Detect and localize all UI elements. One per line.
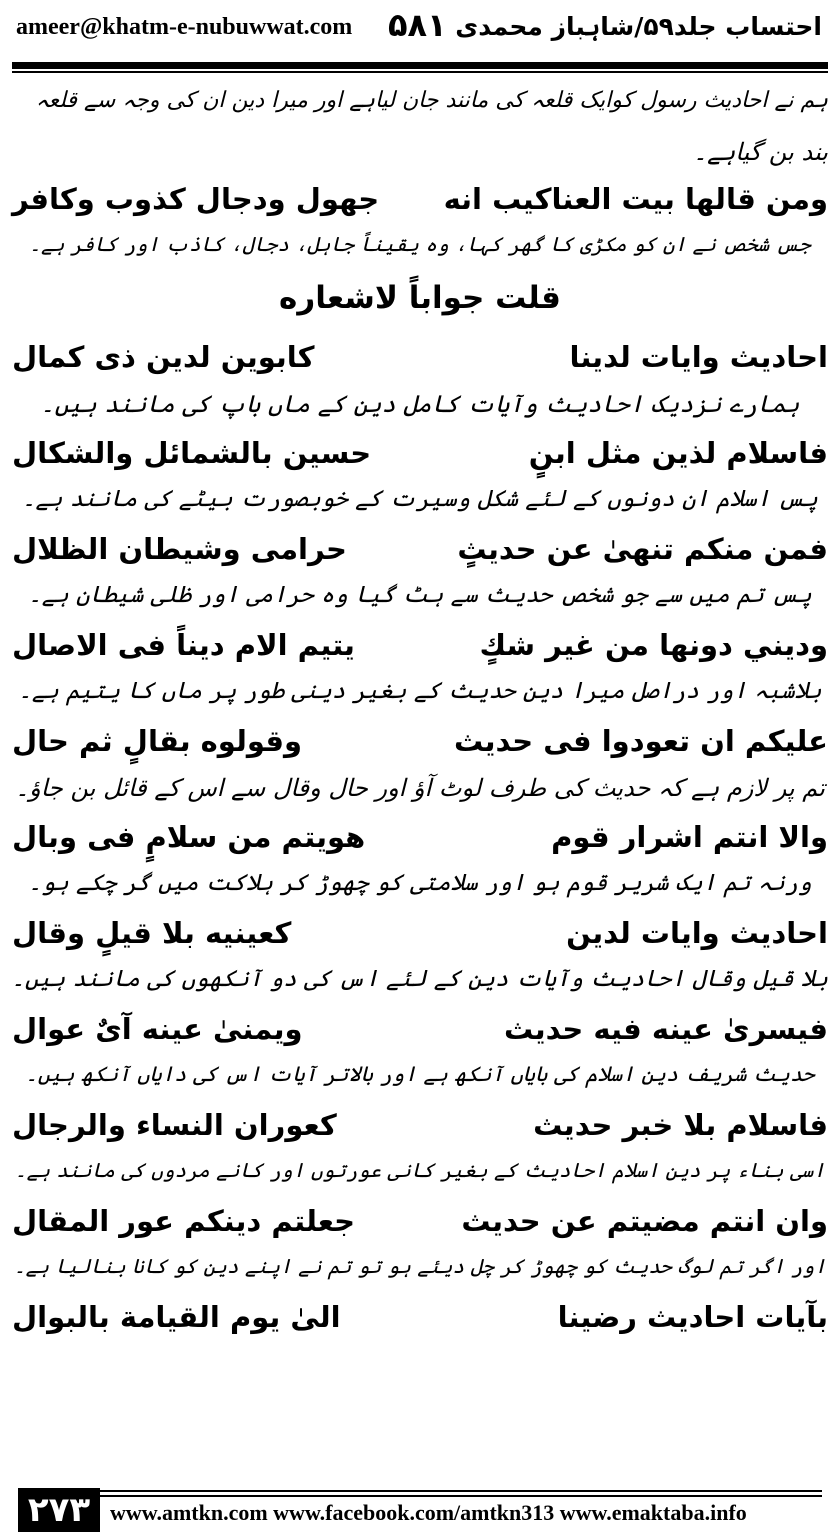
translation-line: پس اسلام ان دونوں کے لئے شکل وسیرت کے خوبصورت بیٹے کی مانند ہے۔	[22, 486, 818, 512]
footer-urls: www.amtkn.com www.facebook.com/amtkn313 www.emaktaba.info	[110, 1500, 747, 1525]
verse-line	[12, 1204, 828, 1244]
verse-line	[12, 1300, 828, 1340]
verse-hemistich-first: بآيات احاديث رضينا	[557, 1300, 828, 1334]
section-heading: قلت جواباً لاشعاره	[279, 280, 561, 316]
verse-hemistich-first: احاديث وايات لدينا	[569, 340, 828, 374]
verse-line	[12, 436, 828, 476]
verse-hemistich-second: حسين بالشمائل والشكال	[12, 436, 372, 470]
verse-hemistich-second: كعينيه بلا قيلٍ وقال	[12, 916, 292, 950]
footer-page-number: ۲۷۳	[18, 1488, 100, 1532]
translation-line: بلا قیل وقال احادیث وآیات دین کے لئے اس کی دو آنکھوں کی مانند ہیں۔	[11, 966, 828, 992]
verse-hemistich-second: كعوران النساء والرجال	[12, 1108, 337, 1142]
verse-hemistich-first: فيسرىٰ عينه فيه حديث	[504, 1012, 828, 1046]
verse-hemistich-first: ومن قالها بيت العناكيب انه	[443, 182, 828, 216]
verse-hemistich-first: وديني دونها من غير شكٍ	[479, 628, 828, 662]
header-book-page-number: ۵۸۱	[388, 6, 447, 44]
verse-hemistich-second: هويتم من سلامٍ فى وبال	[12, 820, 366, 854]
translation-line: پس تم میں سے جو شخص حدیث سے ہٹ گیا وہ حرامی اور ظلی شیطان ہے۔	[28, 582, 812, 608]
verse-hemistich-second: الىٰ يوم القيامة بالبوال	[12, 1300, 341, 1334]
footer-rule	[100, 1495, 822, 1497]
header-rule-thick	[12, 62, 828, 69]
prose-line: ہم نے احادیث رسول کوایک قلعہ کی مانند جان لیاہے اور میرا دین ان کی وجہ سے قلعہ	[35, 88, 828, 113]
page-header	[0, 0, 840, 62]
prose-line: بند بن گیاہے۔	[693, 138, 828, 166]
verse-line	[12, 820, 828, 860]
header-email: ameer@khatm-e-nubuwwat.com	[16, 14, 353, 40]
verse-line	[12, 182, 828, 222]
translation-line: اسی بناء پر دین اسلام احادیث کے بغیر کانی عورتوں اور کانے مردوں کی مانند ہے۔	[14, 1158, 826, 1182]
verse-hemistich-second: كابوين لدين ذى كمال	[12, 340, 315, 374]
page-footer	[0, 1478, 840, 1540]
verse-hemistich-first: وان انتم مضيتم عن حديث	[461, 1204, 828, 1238]
verse-hemistich-first: احاديث وايات لدين	[566, 916, 828, 950]
header-title: احتساب جلد۵۹/شاہباز محمدی	[455, 12, 822, 41]
verse-line	[12, 1012, 828, 1052]
verse-hemistich-first: والا انتم اشرار قوم	[551, 820, 828, 854]
verse-hemistich-first: فاسلام بلا خبر حديث	[533, 1108, 828, 1142]
verse-line	[12, 628, 828, 668]
verse-hemistich-second: حرامى وشيطان الظلال	[12, 532, 347, 566]
footer-rule	[100, 1490, 822, 1492]
verse-hemistich-second: يتيم الام ديناً فى الاصال	[12, 628, 355, 662]
translation-line: تم پر لازم ہے کہ حدیث کی طرف لوٹ آؤ اور حال وقال سے اس کے قائل بن جاؤ۔	[15, 774, 825, 802]
verse-hemistich-second: جعلتم دينكم عور المقال	[12, 1204, 356, 1238]
verse-line	[12, 532, 828, 572]
translation-line: جس شخص نے ان کو مکڑی کا گھر کہا، وہ یقیناً جاہل، دجال، کاذب اور کافر ہے۔	[29, 232, 811, 256]
verse-hemistich-first: فمن منكم تنهىٰ عن حديثٍ	[457, 532, 828, 566]
translation-line: اور اگر تم لوگ حدیث کو چھوڑ کر چل دیئے ہو تو تم نے اپنے دین کو کانا بنالیا ہے۔	[13, 1254, 827, 1278]
verse-hemistich-first: فاسلام لذين مثل ابنٍ	[528, 436, 828, 470]
verse-hemistich-second: ويمنىٰ عينه آىٌ عوال	[12, 1012, 303, 1046]
verse-line	[12, 1108, 828, 1148]
verse-line	[12, 724, 828, 764]
translation-line: ورنہ تم ایک شریر قوم ہو اور سلامتی کو چھوڑ کر ہلاکت میں گر چکے ہو۔	[28, 870, 812, 896]
header-rule-thin	[12, 71, 828, 73]
verse-line	[12, 340, 828, 380]
verse-hemistich-second: وقولوه بقالٍ ثم حال	[12, 724, 303, 758]
translation-line: بلاشبہ اور دراصل میرا دین حدیث کے بغیر دینی طور پر ماں کا یتیم ہے۔	[18, 678, 822, 704]
translation-line: ہمارے نزدیک احادیث وآیات کامل دین کے ماں باپ کی مانند ہیں۔	[40, 390, 800, 418]
verse-hemistich-second: جهول ودجال كذوب وكافر	[12, 182, 380, 216]
verse-hemistich-first: عليكم ان تعودوا فى حديث	[453, 724, 828, 758]
page-content	[12, 78, 828, 1476]
verse-line	[12, 916, 828, 956]
translation-line: حدیث شریف دین اسلام کی بایاں آنکھ ہے اور بالاتر آیات اس کی دایاں آنکھ ہیں۔	[25, 1062, 815, 1086]
